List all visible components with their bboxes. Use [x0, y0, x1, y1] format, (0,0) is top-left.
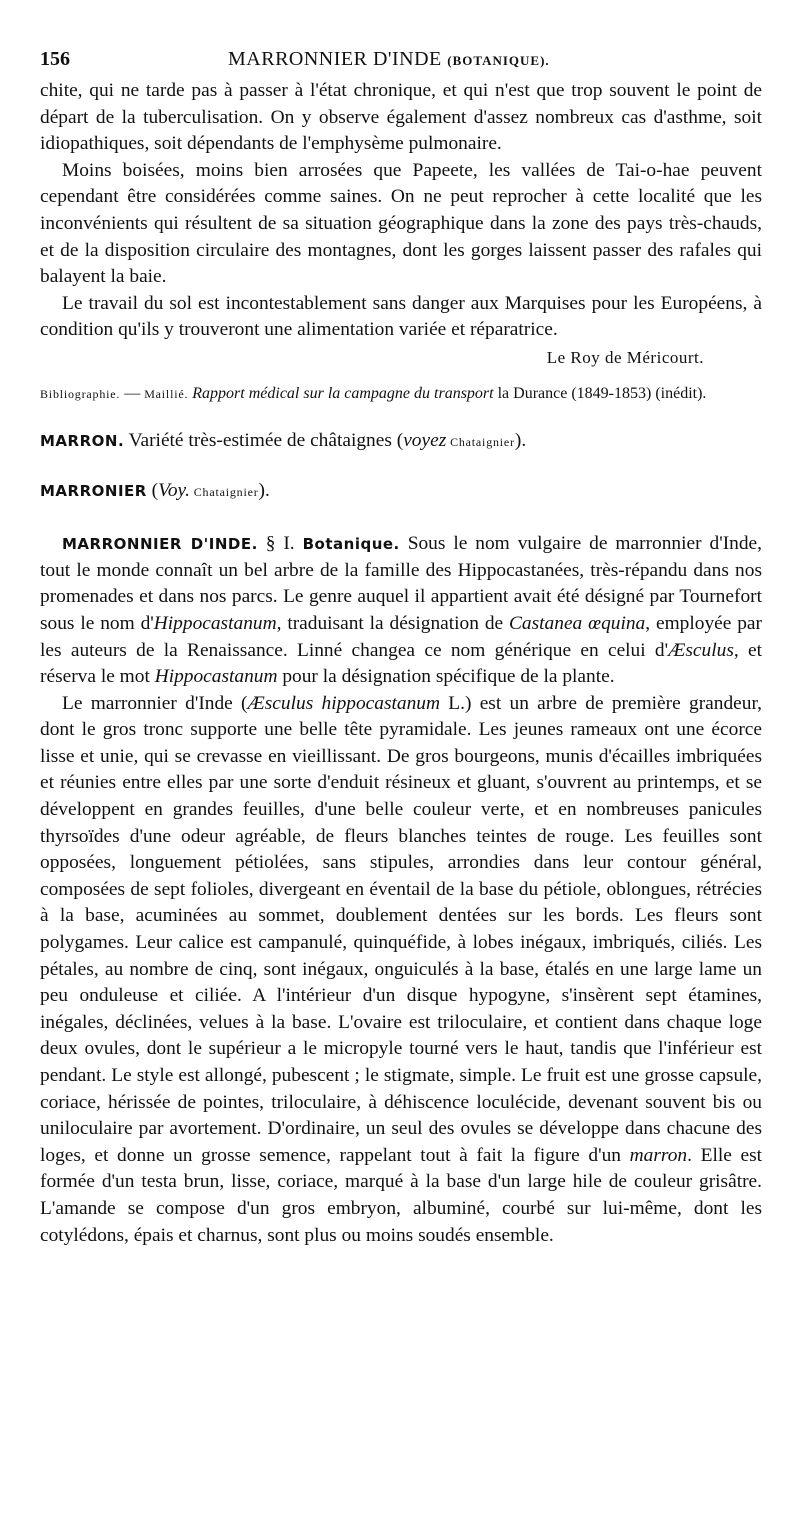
page-header — [40, 40, 762, 78]
bibliography-title: Rapport médical sur la campagne du transport — [192, 384, 494, 402]
main-paragraph-2: Le marronnier d'Inde (Æsculus hippocastanum L.) est un arbre de première grandeur, dont le gros tronc supporte une belle tête pyramidale. Les jeunes rameaux ont une écorce lisse et unie, qui se crevasse en vieillissant. De gros bourgeons, munis d'écailles imbriquées et réunies entre elles par une sorte d'enduit résineux et gluant, s'ouvrent au printemps, et se développent en grandes feuilles, d'une belle couleur verte, et en nombreuses panicules thyrsoïdes d'une odeur agréable, de fleurs blanches teintes de rouge. Les feuilles sont opposées, longuement pétiolées, sans stipules, arrondies dans leur contour général, composées de sept folioles, divergeant en éventail de la base du pétiole, oblongues, rétrécies à la base, acuminées au sommet, doublement dentées sur les bords. Les fleurs sont polygames. Leur calice est campanulé, quinquéfide, à lobes inégaux, imbriqués, ciliés. Les pétales, au nombre de cinq, sont inégaux, onguiculés à la base, étalés en une large lame un peu onduleuse et ciliée. A l'intérieur d'un disque hypogyne, s'insèrent sept étamines, inégales, déclinées, velues à la base. L'ovaire est triloculaire, et contient dans chaque loge deux ovules, dont le supérieur a le micropyle tourné vers le haut, tandis que l'inférieur est pendant. Le style est allongé, pubescent ; le stigmate, simple. Le fruit est une grosse capsule, coriace, hérissée de pointes, triloculaire, à déhiscence loculécide, devenant souvent bis ou uniloculaire par avortement. D'ordinaire, un seul des ovules se développe dans chacune des loges, et donne un grosse semence, rappelant tout à fait la figure d'un marron. Elle est formée d'un testa brun, lisse, coriace, marqué à la base d'un large hile de couleur grisâtre. L'amande se compose d'un gros embryon, albuminé, courbé sur lui-même, dont les cotylédons, épais et charnus, sont plus ou moins soudés ensemble. — [40, 692, 763, 1246]
entry-heading-main: MARRONNIER D'INDE. — [62, 535, 258, 554]
paragraph-1: chite, qui ne tarde pas à passer à l'état chronique, et qui n'est que trop souvent le point de départ de la tuberculisation. On y observe également d'assez nombreux cas d'asthme, soit idiopathiques, soit dépendants de l'emphysème pulmonaire. — [40, 80, 762, 155]
page-number: 156 — [40, 48, 70, 70]
bibliography-author: Maillié. — [144, 386, 189, 401]
entry-marronier: MARRONIER (Voy. Chataignier). — [40, 479, 270, 501]
paragraph-2: Moins boisées, moins bien arrosées que Papeete, les vallées de Tai-o-hae peuvent cependant être considérées comme saines. On ne peut reprocher à cette localité que les inconvénients qui résultent de sa situation géographique dans la zone des pays très-chauds, et de la disposition circulaire des montagnes, dont les gorges laissent passer des rafales qui balayent la baie. — [40, 159, 762, 288]
paragraph-3: Le travail du sol est incontestablement sans danger aux Marquises pour les Européens, à condition qu'ils y trouveront une alimentation variée et réparatrice. — [40, 292, 762, 341]
author-signature: Le Roy de Méricourt. — [546, 347, 704, 367]
entry-heading-marron: MARRON. — [40, 431, 125, 450]
entry-heading-marronier: MARRONIER — [40, 481, 147, 500]
main-paragraph-1: MARRONNIER D'INDE. § I. Botanique. Sous le nom vulgaire de marronnier d'Inde, tout le monde connaît un bel arbre de la famille des Hippocastanées, très-répandu dans nos promenades et dans nos parcs. Le genre auquel il appartient avait été désigné par Tournefort sous le nom d'Hippocastanum, traduisant la désignation de Castanea œquina, employée par les auteurs de la Renaissance. Linné changea ce nom générique en celui d'Æsculus, et réserva le mot Hippocastanum pour la désignation spécifique de la plante. — [40, 533, 763, 688]
cross-reference: Chataignier — [446, 434, 515, 449]
running-title: MARRONNIER D'INDE (BOTANIQUE). — [228, 48, 550, 70]
running-subtitle: (BOTANIQUE). — [447, 53, 550, 68]
bibliography: Bibliographie. — Maillié. Rapport médical sur la campagne du transport la Durance (1849-1853) (inédit). — [40, 384, 707, 402]
document-page — [40, 40, 762, 1249]
bibliography-label: Bibliographie. — [40, 386, 121, 401]
entry-marronnier-d-inde — [40, 531, 762, 1249]
section-title: Botanique. — [302, 535, 400, 554]
cross-reference: Chataignier — [189, 484, 259, 499]
entry-marron: MARRON. Variété très-estimée de châtaignes (voyez Chataignier). — [40, 429, 527, 451]
